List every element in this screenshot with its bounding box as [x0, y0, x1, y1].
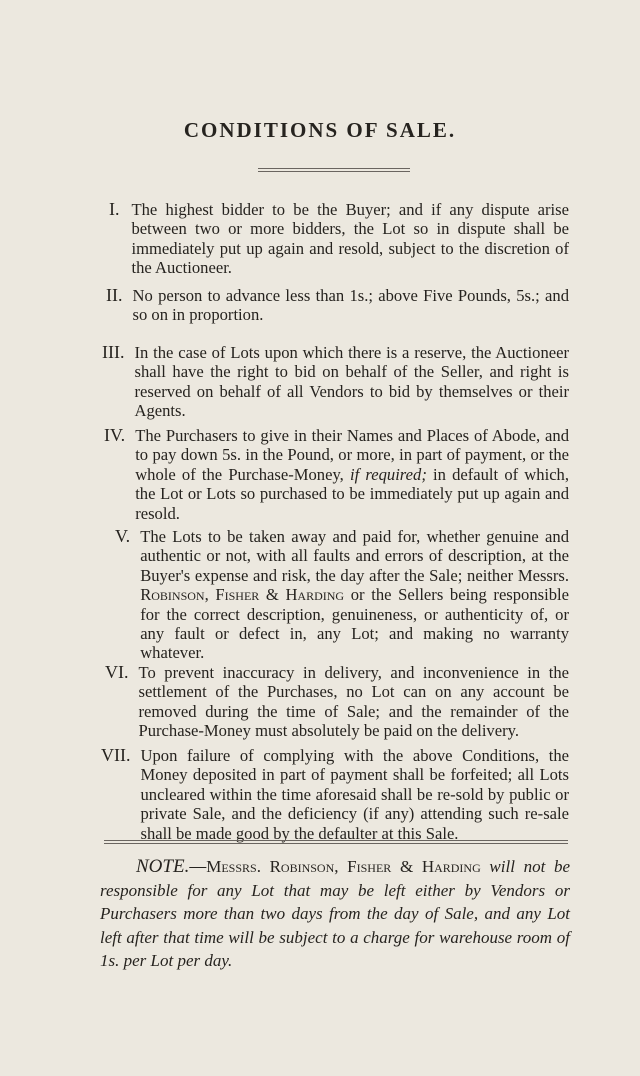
- condition-numeral: VI.: [105, 662, 129, 682]
- condition-numeral: V.: [115, 526, 131, 546]
- condition-text: To prevent inaccuracy in delivery, and inconvenience in the settlement of the Purchases, no Lot can on any account be removed during the time of Sale; and the remainder of the Purchase-Money must absolutely be paid on the delivery.: [138, 663, 569, 741]
- note-text: will not be responsible for any Lot that may be left either by Vendors or Purchasers more than two days from the day of Sale, and any Lot left after that time will be subject to a charge for warehouse room of 1s. per Lot per day.: [100, 857, 571, 970]
- condition-2: [106, 286, 569, 325]
- condition-text: [140, 527, 569, 663]
- firm-name: Robinson, Fisher & Harding: [140, 585, 345, 605]
- condition-numeral: II.: [106, 285, 123, 305]
- condition-1: [109, 200, 569, 278]
- condition-text-part: in default of which, the Lot or Lots so purchased to be immediately put up again and resold.: [135, 464, 570, 523]
- note-paragraph: [100, 855, 570, 973]
- condition-6: [105, 663, 569, 741]
- condition-text: In the case of Lots upon which there is a reserve, the Auctioneer shall have the right to bid on behalf of the Seller, and right is reserved on behalf of all Vendors to bid by themselves or their Agents.: [134, 343, 569, 421]
- condition-text-part: The Purchasers to give in their Names and Places of Abode, and to pay down 5s. in the Pound, or more, in part of payment, or the whole of the Purchase-Money,: [135, 426, 569, 484]
- condition-text: Upon failure of complying with the above Conditions, the Money deposited in part of payment shall be forfeited; all Lots uncleared within the time aforesaid shall be re-sold by public or private Sale, and the deficiency (if any) attending such re-sale shall be made good by the defaulter at this Sale.: [140, 746, 569, 843]
- note-firm: Messrs. Robinson, Fisher & Harding: [206, 857, 481, 876]
- condition-italic-phrase: if required;: [350, 464, 427, 484]
- condition-numeral: I.: [109, 199, 120, 219]
- condition-text-part: or the Sellers being responsible for the correct description, genuineness, or authenticity of, or any fault or defect in, any Lot; and making no warranty whatever.: [140, 585, 569, 663]
- condition-text-part: The Lots to be taken away and paid for, whether genuine and authentic or not, with all faults and errors of description, at the Buyer's expense and risk, the day after the Sale; neither Messrs.: [140, 527, 569, 585]
- condition-text: The highest bidder to be the Buyer; and if any dispute arise between two or more bidders, the Lot so in dispute shall be immediately put up again and resold, subject to the discretion of the Auctioneer.: [131, 200, 569, 278]
- condition-3: [102, 343, 569, 421]
- note-rule: [104, 840, 568, 844]
- condition-numeral: III.: [102, 342, 125, 362]
- title-rule: [258, 168, 410, 172]
- condition-text: No person to advance less than 1s.; above Five Pounds, 5s.; and so on in proportion.: [132, 286, 569, 325]
- note-lead: NOTE.—: [136, 856, 207, 877]
- condition-5: [115, 527, 569, 663]
- condition-numeral: IV.: [104, 425, 126, 445]
- condition-text: [135, 426, 569, 523]
- condition-numeral: VII.: [101, 745, 131, 765]
- condition-7: [101, 746, 569, 843]
- condition-4: [104, 426, 569, 523]
- page-title: CONDITIONS OF SALE.: [183, 118, 457, 142]
